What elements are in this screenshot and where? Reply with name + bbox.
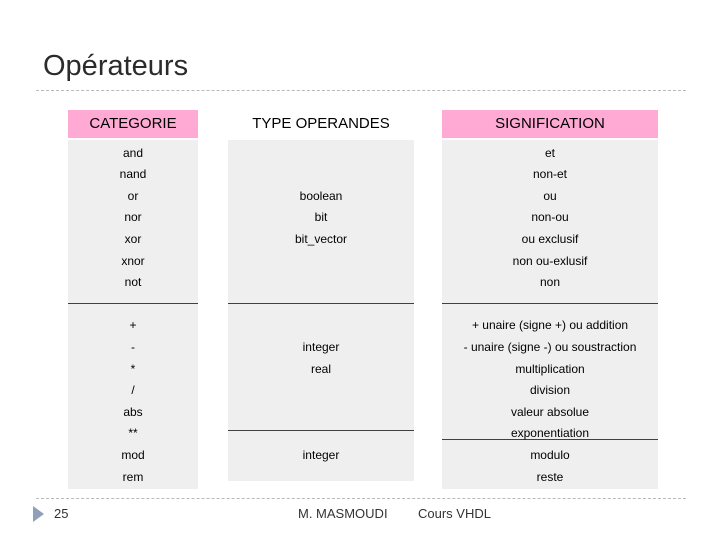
cell-signification: modulo (530, 448, 570, 462)
cell-type: boolean (299, 189, 343, 203)
cell-signification: multiplication (515, 362, 585, 376)
cell-signification: - unaire (signe -) ou soustraction (463, 340, 637, 354)
slide-title: Opérateurs (43, 50, 189, 82)
page-number: 25 (54, 506, 69, 521)
header-categorie: CATEGORIE (68, 110, 198, 138)
cell-category: xnor (121, 254, 145, 268)
cell-category: + (129, 318, 137, 332)
cell-category: - (131, 340, 135, 354)
header-signification: SIGNIFICATION (442, 110, 658, 138)
cell-type: bit_vector (294, 232, 348, 246)
separator-group-1 (442, 303, 658, 304)
slide-bullet-icon (33, 506, 44, 522)
cell-signification: valeur absolue (510, 405, 590, 419)
separator-group-2 (228, 430, 414, 431)
cell-category: nand (119, 167, 147, 181)
cell-type: integer (302, 448, 340, 462)
cell-signification: et (544, 146, 555, 160)
cell-signification: ou (543, 189, 557, 203)
header-type-operandes: TYPE OPERANDES (252, 115, 390, 132)
cell-signification: division (529, 383, 571, 397)
cell-category: and (122, 146, 144, 160)
cell-category: xor (124, 232, 142, 246)
cell-type: real (310, 362, 331, 376)
cell-category: ** (128, 426, 138, 440)
cell-type: bit (314, 210, 328, 224)
separator-group-1 (228, 303, 414, 304)
cell-signification: ou exclusif (521, 232, 579, 246)
cell-signification: non-ou (531, 210, 569, 224)
title-divider (36, 90, 686, 91)
cell-signification: + unaire (signe +) ou addition (471, 318, 629, 332)
cell-category: / (131, 383, 135, 397)
cell-category: not (124, 275, 142, 289)
footer-course: Cours VHDL (418, 506, 491, 521)
cell-signification: non ou-exlusif (512, 254, 588, 268)
cell-category: abs (123, 405, 143, 419)
cell-type: integer (302, 340, 340, 354)
cell-category: or (127, 189, 139, 203)
cell-category: * (130, 362, 136, 376)
cell-category: mod (121, 448, 145, 462)
cell-signification: non-et (532, 167, 568, 181)
separator-group-1 (68, 303, 198, 304)
cell-signification: reste (536, 470, 564, 484)
footer-author: M. MASMOUDI (298, 506, 388, 521)
cell-category: rem (122, 470, 144, 484)
cell-signification: non (539, 275, 561, 289)
footer-divider (36, 498, 686, 499)
cell-category: nor (124, 210, 142, 224)
cell-signification: exponentiation (510, 426, 590, 440)
